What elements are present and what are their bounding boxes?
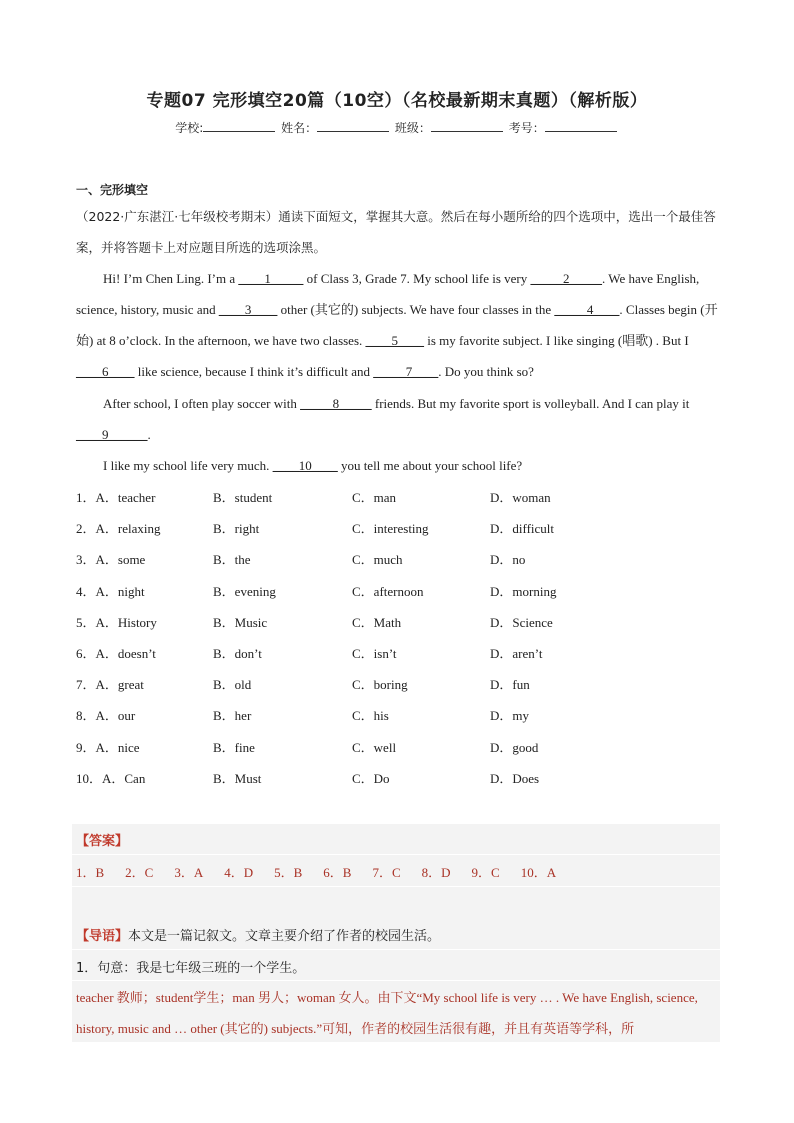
answer-item: 8．D [421, 865, 451, 880]
guide-line [76, 925, 440, 944]
option-c: C．Do [352, 770, 390, 786]
option-b: B．her [213, 708, 252, 724]
answer-item: 6．B [323, 865, 352, 880]
option-c: C．his [352, 708, 389, 724]
divider [72, 949, 720, 950]
divider [72, 886, 720, 887]
option-d: D．morning [490, 583, 557, 599]
option-b: B．don’t [213, 645, 262, 661]
option-row [76, 544, 718, 575]
option-row [76, 669, 718, 700]
option-a: 2．A．relaxing [76, 521, 161, 537]
school-label: 学校: [175, 121, 204, 135]
name-label: 姓名： [281, 121, 318, 135]
blank-4: _____4____ [554, 302, 620, 317]
option-d: D．fun [490, 677, 530, 693]
option-a: 5．A．History [76, 614, 157, 630]
option-d: D．difficult [490, 521, 555, 537]
passage-paragraph-2: After school, I often play soccer with _____8_____ friends. But my favorite sport is volleyball. And I can play it ____9______. [76, 396, 690, 442]
option-a: 8．A．our [76, 708, 136, 724]
option-d: D．no [490, 552, 526, 568]
option-row [76, 576, 718, 607]
answer-item: 1．B [76, 865, 105, 880]
passage-paragraph-3: I like my school life very much. ____10____ you tell me about your school life? [103, 458, 523, 473]
guide-tag: 【导语】 [76, 929, 129, 944]
option-d: D．Does [490, 770, 540, 786]
option-row [76, 607, 718, 638]
option-a: 6．A．doesn’t [76, 645, 156, 661]
option-row [76, 482, 718, 513]
answer-item: 9．C [471, 865, 500, 880]
answer-item: 7．C [372, 865, 401, 880]
option-a: 1．A．teacher [76, 490, 156, 505]
option-b: B．right [213, 521, 260, 537]
option-d: D．Science [490, 614, 553, 630]
exam-number-label: 考号： [508, 121, 545, 135]
option-c: C．afternoon [352, 583, 424, 599]
blank-1: ____1_____ [238, 271, 304, 286]
divider [72, 980, 720, 981]
option-b: B．old [213, 677, 252, 693]
option-c: C．isn’t [352, 645, 397, 661]
option-a: 9．A．nice [76, 739, 140, 755]
blank-10: ____10____ [272, 458, 338, 473]
blank-6: ____6____ [76, 364, 135, 379]
option-b: B．Must [213, 770, 262, 786]
name-field[interactable] [317, 119, 389, 132]
answer-heading: 【答案】 [76, 834, 129, 849]
page-title: 专题07 完形填空20篇（10空）（名校最新期末真题）（解析版） [146, 91, 648, 111]
options-list [76, 482, 718, 794]
option-a: 3．A．some [76, 552, 146, 568]
question-1-explanation: teacher 教师；student学生；man 男人；woman 女人。由下文“My school life is very … . We have English, science, history, music and … other (其它的) subjects.”可知，作者的校园生活很有趣，并且有英语等学科，所 [76, 990, 698, 1036]
option-b: B．student [213, 490, 273, 505]
school-field[interactable] [203, 119, 275, 132]
option-b: B．Music [213, 614, 268, 630]
exam-number-field[interactable] [545, 119, 617, 132]
option-row [76, 763, 718, 794]
passage-paragraph-1: Hi! I’m Chen Ling. I’m a ____1_____ of Class 3, Grade 7. My school life is very _____2_____. We have English, science, history, music and ____3____ other (其它的) subjects. We have four classes in the _____4____. Classes begin (开始) at 8 o’clock. In the afternoon, we have two classes. ____5____ is my favorite subject. I like singing (唱歌) . But I ____6____ like science, because I think it’s difficult and _____7____. Do you think so? [76, 271, 718, 379]
question-1-meaning: 1．句意：我是七年级三班的一个学生。 [76, 961, 306, 976]
blank-8: _____8_____ [300, 396, 372, 411]
section-heading: 一、完形填空 [76, 183, 149, 197]
blank-3: ____3____ [218, 302, 278, 317]
option-c: C．Math [352, 614, 402, 630]
answer-item: 3．A [174, 865, 204, 880]
answer-key [76, 862, 577, 881]
option-b: B．the [213, 552, 251, 568]
option-row [76, 700, 718, 731]
option-a: 7．A．great [76, 677, 144, 693]
blank-7: _____7____ [373, 364, 439, 379]
option-b: B．evening [213, 583, 276, 599]
divider [72, 854, 720, 855]
option-c: C．boring [352, 677, 408, 693]
guide-text: 本文是一篇记叙文。文章主要介绍了作者的校园生活。 [128, 929, 441, 944]
option-row [76, 513, 718, 544]
option-b: B．fine [213, 739, 255, 755]
option-row [76, 732, 718, 763]
blank-9: ____9______ [76, 427, 148, 442]
option-a: 10．A．Can [76, 770, 146, 786]
answer-item: 5．B [274, 865, 303, 880]
option-c: C．interesting [352, 521, 429, 537]
option-d: D．my [490, 708, 530, 724]
answer-item: 2．C [125, 865, 154, 880]
class-field[interactable] [431, 119, 503, 132]
class-label: 班级： [394, 121, 431, 135]
answer-item: 10．A [520, 865, 557, 880]
option-c: C．well [352, 739, 397, 755]
option-row [76, 638, 718, 669]
instructions: （2022·广东湛江·七年级校考期末）通读下面短文，掌握其大意。然后在每小题所给的四个选项中，选出一个最佳答案，并将答题卡上对应题目所选的选项涂黑。 [76, 209, 716, 255]
blank-2: _____2_____ [530, 271, 602, 286]
option-c: C．much [352, 552, 403, 568]
option-d: D．aren’t [490, 645, 543, 661]
option-d: D．woman [490, 490, 551, 505]
student-info-line [0, 119, 794, 136]
blank-5: ____5____ [365, 333, 425, 348]
option-d: D．good [490, 739, 539, 755]
answer-item: 4．D [224, 865, 254, 880]
option-c: C．man [352, 490, 397, 505]
option-a: 4．A．night [76, 583, 145, 599]
